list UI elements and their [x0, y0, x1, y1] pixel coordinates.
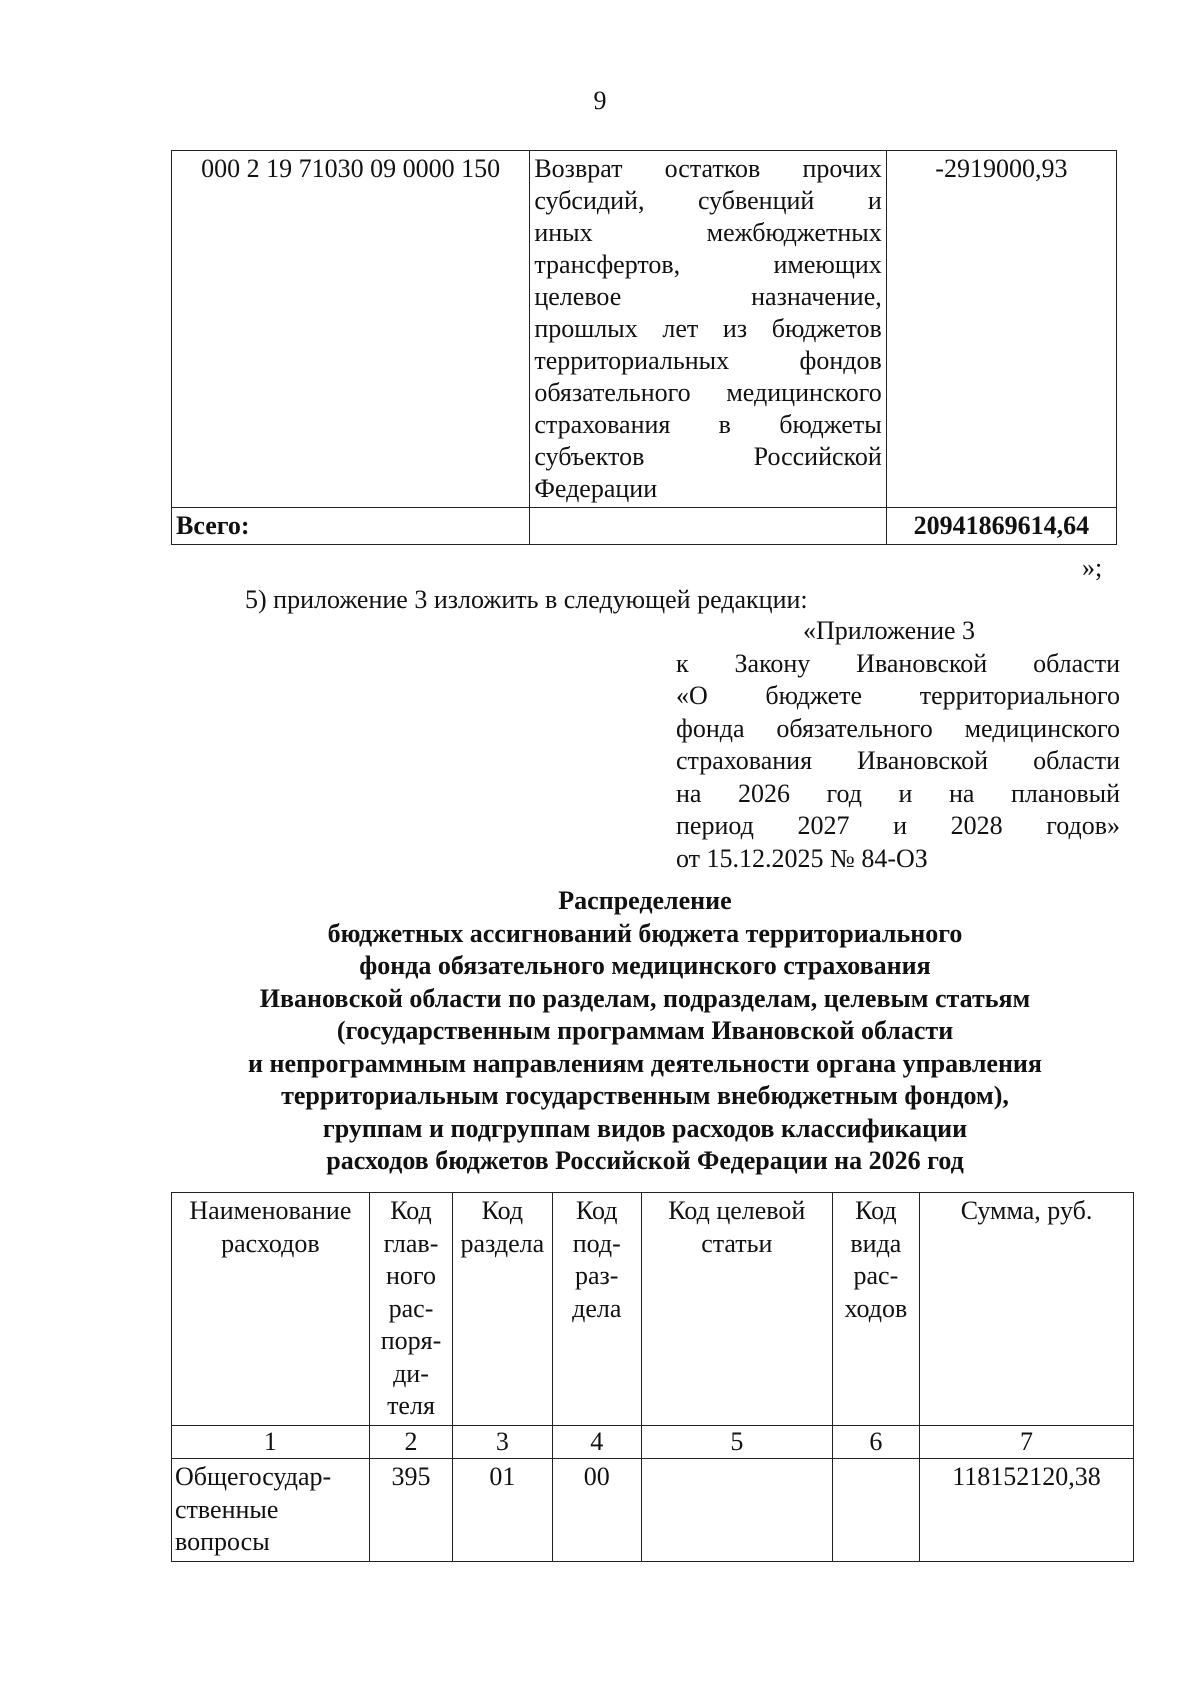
column-number: 2 [369, 1425, 452, 1459]
appendix-line: период 2027 и 2028 годов» [676, 811, 1120, 840]
closing-quote: »; [1082, 553, 1103, 582]
total-amount: 20941869614,64 [886, 508, 1116, 545]
heading-line: расходов бюджетов Российской Федерации на 2026 год [326, 1146, 964, 1175]
header-text: Код [390, 1196, 432, 1225]
revenue-table [171, 150, 1117, 545]
amendment-item: 5) приложение 3 изложить в следующей редакции: [245, 585, 808, 614]
column-number: 5 [641, 1425, 832, 1459]
appendix-reference [676, 615, 1120, 875]
header-text: статьи [701, 1228, 773, 1258]
header-name [172, 1193, 370, 1426]
header-text: расходов [221, 1228, 320, 1258]
heading-line: группам и подгруппам видов расходов классификации [322, 1113, 968, 1143]
header-text: рас- [388, 1293, 434, 1323]
header-text: ходов [844, 1293, 908, 1323]
total-label: Всего: [172, 508, 530, 545]
heading-line: бюджетных ассигнований бюджета территориального [327, 918, 963, 948]
heading-line: и непрограммным направлениям деятельности органа управления [248, 1048, 1042, 1078]
heading-line: Ивановской области по разделам, подразделам, целевым статьям [259, 983, 1031, 1013]
revenue-amount: -2919000,93 [886, 151, 1116, 508]
section-heading [160, 885, 1130, 1178]
description-line: иных межбюджетных [534, 218, 882, 247]
column-number: 1 [172, 1425, 370, 1459]
appendix-line: страхования Ивановской области [676, 746, 1120, 775]
header-text: раз- [575, 1261, 619, 1290]
header-text: дела [572, 1293, 622, 1323]
total-empty-cell [530, 508, 886, 545]
table-row [172, 151, 1117, 508]
row-razdel: 01 [453, 1459, 552, 1562]
header-text: вида [850, 1228, 902, 1258]
column-number-row [172, 1425, 1134, 1459]
header-text: рас- [853, 1261, 899, 1290]
header-text: Сумма, руб. [960, 1196, 1093, 1225]
appendix-line: к Закону Ивановской области [676, 648, 1120, 678]
table-row [172, 1459, 1134, 1562]
description-line: Федерации [534, 474, 658, 503]
column-number: 4 [552, 1425, 641, 1459]
column-number: 6 [832, 1425, 919, 1459]
total-row [172, 508, 1117, 545]
appendix-line: от 15.12.2025 № 84-ОЗ [676, 843, 928, 873]
header-summa [920, 1193, 1134, 1426]
header-text: под- [572, 1228, 621, 1258]
column-number: 7 [920, 1425, 1134, 1459]
heading-line: Распределение [558, 886, 732, 915]
description-line: Возврат остатков прочих [534, 154, 882, 183]
header-text: ди- [393, 1358, 429, 1388]
page-number: 9 [593, 86, 607, 115]
description-line: территориальных фондов [534, 346, 882, 375]
description-line: прошлых лет из бюджетов [534, 314, 882, 343]
header-text: раздела [460, 1228, 545, 1258]
appendix-title: «Приложение 3 [803, 616, 976, 645]
row-name [172, 1459, 370, 1562]
header-podrazdel [552, 1193, 641, 1426]
description-line: трансфертов, имеющих [534, 250, 882, 279]
row-name-line: вопросы [175, 1527, 270, 1556]
row-summa: 118152120,38 [920, 1459, 1134, 1562]
description-line: страхования в бюджеты [534, 410, 882, 439]
header-vid [832, 1193, 919, 1426]
revenue-code: 000 2 19 71030 09 0000 150 [172, 151, 530, 508]
header-text: поря- [380, 1326, 442, 1355]
description-line: обязательного медицинского [534, 378, 882, 407]
row-celevaya [641, 1459, 832, 1562]
row-name-line: ственные [175, 1494, 279, 1524]
header-celevaya [641, 1193, 832, 1426]
header-text: ного [386, 1261, 436, 1290]
row-podrazdel: 00 [552, 1459, 641, 1562]
row-name-line: Общегосудар- [175, 1462, 332, 1491]
description-line: субсидий, субвенций и [534, 186, 882, 215]
revenue-description [530, 151, 886, 508]
header-row [172, 1193, 1134, 1426]
description-line: субъектов Российской [534, 442, 882, 471]
expenditure-table [171, 1192, 1134, 1562]
header-text: Код [575, 1196, 618, 1225]
description-line: целевое назначение, [534, 282, 882, 311]
header-text: Код целевой [668, 1196, 806, 1225]
column-number: 3 [453, 1425, 552, 1459]
header-text: теля [387, 1391, 435, 1420]
heading-line: (государственным программам Ивановской области [336, 1016, 954, 1045]
appendix-line: «О бюджете территориального [676, 681, 1120, 710]
header-glav [369, 1193, 452, 1426]
header-text: Код [481, 1196, 524, 1225]
header-text: глав- [383, 1228, 439, 1258]
header-text: Код [855, 1196, 897, 1225]
header-razdel [453, 1193, 552, 1426]
heading-line: территориальным государственным внебюджетным фондом), [281, 1081, 1009, 1110]
heading-line: фонда обязательного медицинского страхования [359, 951, 931, 980]
header-text: Наименование [189, 1196, 352, 1225]
row-glav: 395 [369, 1459, 452, 1562]
appendix-line: фонда обязательного медицинского [676, 713, 1120, 743]
appendix-line: на 2026 год и на плановый [676, 778, 1120, 808]
row-vid [832, 1459, 919, 1562]
